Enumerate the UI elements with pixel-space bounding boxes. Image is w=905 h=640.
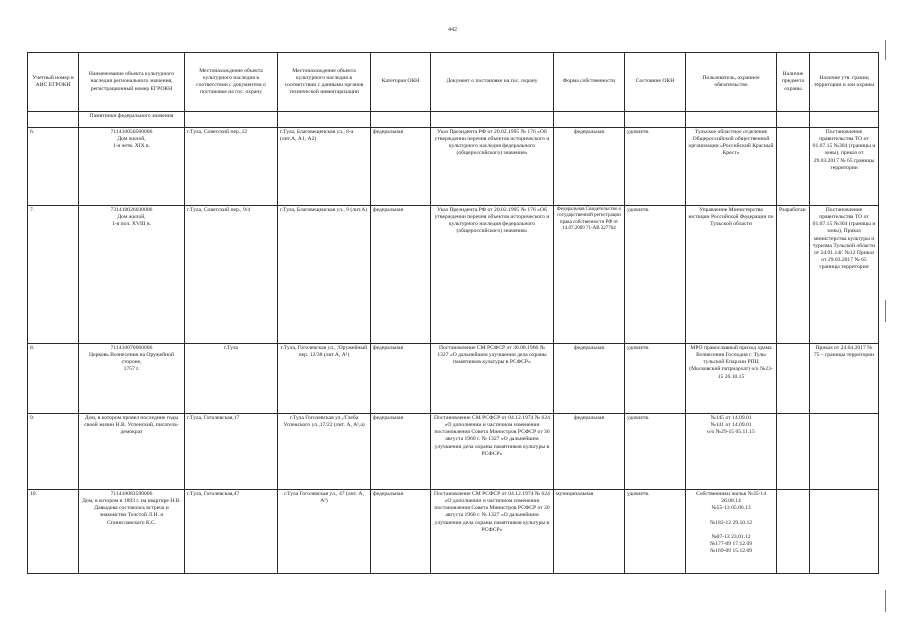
user-obligation: №145 от 14.09.01 №141 от 14.09.01 о/о №29-15 05.11.15 [686, 414, 777, 490]
category: федеральная [371, 206, 431, 344]
page-number: 442 [448, 27, 457, 33]
table-row [28, 128, 879, 206]
location-bti: г.Тула Гоголевская ул., 47 (лит. А, А¹) [278, 490, 371, 574]
category: федеральная [371, 128, 431, 206]
protection-subject [777, 344, 810, 414]
object-name: Дом, в котором провел последние годы своей жизни Н.В. Успенский, писатель-демократ [79, 414, 185, 490]
ownership: федеральная [554, 344, 625, 414]
section-row [28, 112, 879, 128]
condition: удовлетв. [625, 206, 686, 344]
binding-mark [885, 590, 886, 612]
row-number: 6. [28, 128, 79, 206]
table-row [28, 414, 879, 490]
condition: удовлетв. [625, 490, 686, 574]
boundaries: Постановление правительства ТО от 01.07.15 №304 (границы и зоны), Приказ министерства культуры и туризма Тульской области от 24.01.14г. №12 Приказ от 29.03.2017 № 65 границы территории [810, 206, 879, 344]
location-document: г.Тула [185, 344, 278, 414]
ownership: федеральная [554, 414, 625, 490]
location-document: г.Тула, Гоголевская,47 [185, 490, 278, 574]
row-number: 7. [28, 206, 79, 344]
header-cell: Категория ОКН [371, 53, 431, 112]
user-obligation: МРО православный приход храма Вознесения Господня г. Тулы тульской Епархии РПЦ (Московский патриархат) о/о №23-15 26.10.15 [686, 344, 777, 414]
header-cell: Наличие предмета охраны [777, 53, 810, 112]
header-cell: Форма собственности [554, 53, 625, 112]
table-row [28, 344, 879, 414]
heritage-registry-table [27, 52, 879, 574]
binding-mark [885, 300, 886, 322]
location-bti: г.Тула, Благовещенская ул., 9 (лит.А) [278, 206, 371, 344]
ownership: федеральная [554, 128, 625, 206]
section-label: Памятники федерального значения [79, 112, 185, 128]
row-number: 8. [28, 344, 79, 414]
category: федеральная [371, 344, 431, 414]
condition: удовлетв. [625, 128, 686, 206]
location-bti: г.Тула Гоголевская ул.,/Глеба Успенского ул.,17/22 (лит. А, А¹,а) [278, 414, 371, 490]
user-obligation: Собственники жилья №35-14 26.08.14 №55-13 05.06.13 №182-12 29.10.12 №07-13 23.01.12 №177-09 17.12.09 №169-09 15.12.09 [686, 490, 777, 574]
object-name: 711410083590006 Дом, в котором в 1893 г. на квартире Н.В. Давыдова состоялась встреча и знакомство Толстой Л.Н. и Станиславского К.С. [79, 490, 185, 574]
object-name: 731410026030006 Дом жилой, 1-я пол. XVIII в. [79, 206, 185, 344]
location-bti: г.Тула, Гоголевская ул., /Оружейный пер. 12/38 (лит.А, А¹) [278, 344, 371, 414]
header-cell: Местонахождение объекта культурного наследия в соответствии с документом о постановке на гос. охрану [185, 53, 278, 112]
location-document: г.Тула, Советский пер., 9/4 [185, 206, 278, 344]
header-cell: Местонахождение объекта культурного наследия в соответствии с данными органов технической инвентаризации [278, 53, 371, 112]
location-document: г.Тула, Советский пер.,12 [185, 128, 278, 206]
location-bti: г.Тула, Благовещенская ул., 8-а (лит.А, А1, А2) [278, 128, 371, 206]
condition: удовлетв. [625, 344, 686, 414]
protection-document: Постановление СМ РСФСР от 04.12.1974 № 624 «О дополнении и частичном изменении постановления Совета Министров РСФСР от 30 августа 1960 г. № 1327 «О дальнейшем улучшении дела охраны памятников культуры в РСФСР» [431, 414, 554, 490]
protection-subject [777, 490, 810, 574]
table-row [28, 206, 879, 344]
boundaries [810, 414, 879, 490]
location-document: г.Тула, Гоголевская,17 [185, 414, 278, 490]
user-obligation: Управление Министерства юстиции Российской Федерации по Тульской области [686, 206, 777, 344]
table-row [28, 490, 879, 574]
boundaries: Постановление правительства ТО от 01.07.15 №304 (границы и зоны), приказ от 29.03.2017 № 65 границы территории [810, 128, 879, 206]
binding-mark [885, 40, 886, 60]
header-cell: Документ о постановке на гос. охрану [431, 53, 554, 112]
protection-subject [777, 414, 810, 490]
table-header-row [28, 53, 879, 112]
category: федеральная [371, 414, 431, 490]
protection-subject: Разработан [777, 206, 810, 344]
row-number: 10. [28, 490, 79, 574]
protection-document: Постановление СМ РСФСР от 30.08.1960 № 1327 «О дальнейшем улучшении дела охраны памятников культуры в РСФСР» [431, 344, 554, 414]
boundaries: Приказ от 24.04.2017 № 75 – границы территории [810, 344, 879, 414]
header-cell: Наименование объекта культурного наследия регионального значения, регистрационный номер ЕГРОКН [79, 53, 185, 112]
protection-subject [777, 128, 810, 206]
category: федеральная [371, 490, 431, 574]
user-obligation: Тульское областное отделение Общероссийской общественной организации «Российский Красный Крест» [686, 128, 777, 206]
header-cell: Пользователь, охранное обязательство [686, 53, 777, 112]
protection-document: Указ Президента РФ от 20.02.1995 № 176 «Об утверждении перечня объектов исторического и культурного наследия федерального (общероссийского) значения» [431, 128, 554, 206]
header-cell: Наличие утв. границ территории и зон охраны [810, 53, 879, 112]
header-cell: Учетный номер в АИС ЕГРОКН [28, 53, 79, 112]
protection-document: Указ Президента РФ от 20.02.1995 № 176 «Об утверждении перечня объектов исторического и культурного наследия федерального (общероссийского) значения» [431, 206, 554, 344]
row-number: 9. [28, 414, 79, 490]
object-name: 711410070660006 Церковь Вознесения на Оружейной стороне, 1757 г. [79, 344, 185, 414]
header-cell: Состояние ОКН [625, 53, 686, 112]
ownership: муниципальная [554, 490, 625, 574]
condition: удовлетв. [625, 414, 686, 490]
boundaries [810, 490, 879, 574]
ownership: Федеральная Свидетельство о государственной регистрации права собственности РФ от 14.07.2009 71-АВ 327764 [554, 206, 625, 344]
protection-document: Постановление СМ РСФСР от 04.12.1974 № 624 «О дополнении и частичном изменении постановления Совета Министров РСФСР от 30 августа 1960 г. № 1327 «О дальнейшем улучшении дела охраны памятников культуры в РСФСР» [431, 490, 554, 574]
object-name: 711410050560006 Дом жилой, 1-я четв. XIX в. [79, 128, 185, 206]
